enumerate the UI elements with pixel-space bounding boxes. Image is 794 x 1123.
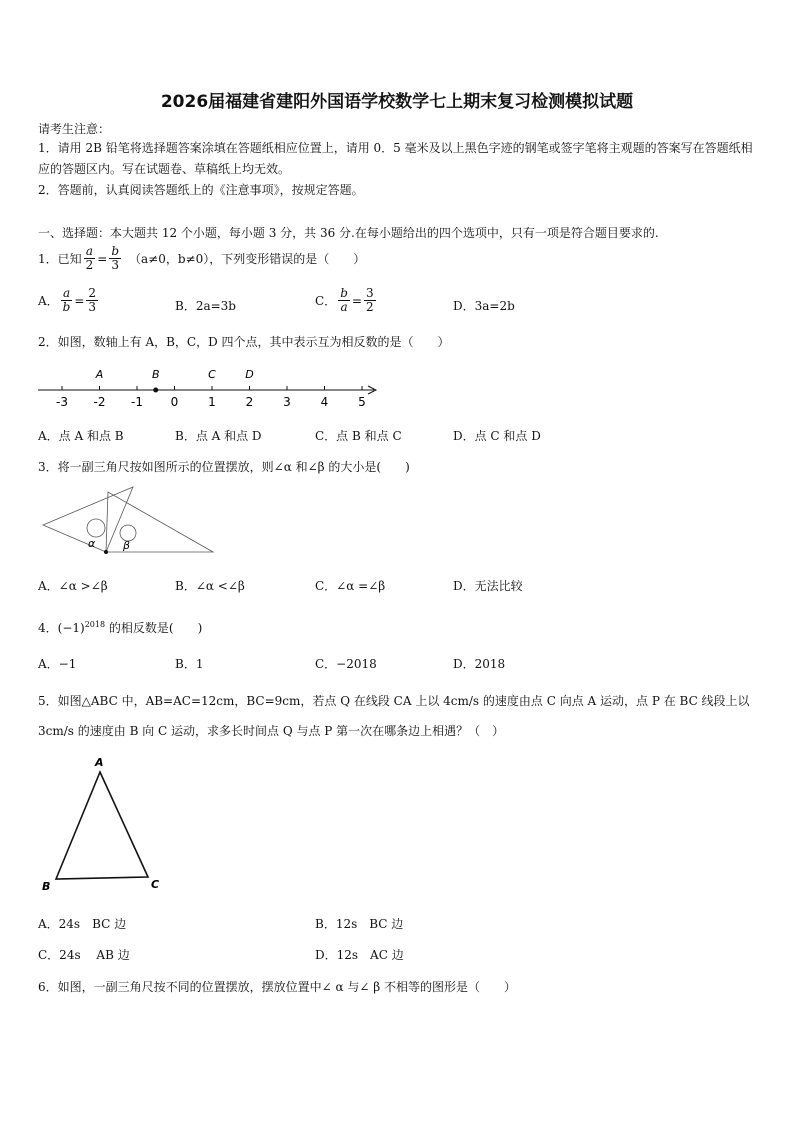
question-1-stem: 1．已知 $\frac{a}{2}$ = $\frac{b}{3}$ （a≠0，b≠0），下列变形错误的是（ ） [38, 244, 366, 272]
tick-label: 0 [170, 395, 179, 409]
triangle-rulers-figure [38, 485, 218, 560]
question-4-option-d: D．2018 [453, 657, 506, 671]
tick-label: -3 [56, 395, 68, 409]
notice-heading: 请考生注意： [38, 122, 111, 136]
question-3-option-b: B．∠α <∠β [175, 579, 245, 593]
question-5-option-a: A．24s BC 边 [38, 917, 127, 931]
vertex-a-label: A [95, 756, 104, 769]
question-4-stem: 4．$(-1)^{2018}$ 的相反数是( ) [38, 620, 203, 635]
question-4-option-c: C．−2018 [315, 657, 377, 671]
vertex-point [104, 550, 108, 554]
question-6-stem: 6．如图，一副三角尺按不同的位置摆放，摆放位置中∠ α 与∠ β 不相等的图形是（ ） [38, 980, 517, 994]
question-4-option-a: A．−1 [38, 657, 77, 671]
question-2-stem: 2．如图，数轴上有 A，B，C，D 四个点，其中表示互为相反数的是（ ） [38, 335, 450, 349]
point-label-c: C [208, 368, 216, 381]
question-2-option-d: D．点 C 和点 D [453, 429, 541, 443]
question-1-option-c: C． $\frac{b}{a}$ = $\frac{3}{2}$ [315, 286, 374, 314]
question-2-option-b: B．点 A 和点 D [175, 429, 262, 443]
question-5-option-b: B．12s BC 边 [315, 917, 404, 931]
question-4-option-b: B．1 [175, 657, 204, 671]
tick-label: 2 [245, 395, 254, 409]
vertex-c-label: C [151, 878, 160, 891]
question-1-option-a: A． $\frac{a}{b}$ = $\frac{2}{3}$ [38, 286, 97, 314]
fraction-a-over-2: $\frac{a}{2}$ [85, 244, 94, 272]
question-3-stem: 3．将一副三角尺按如图所示的位置摆放，则∠α 和∠β 的大小是( ) [38, 460, 410, 474]
question-3-option-a: A．∠α >∠β [38, 579, 108, 593]
ruler-hole-left [87, 519, 105, 537]
tick-label: 4 [320, 395, 329, 409]
tick-label: 3 [283, 395, 291, 409]
vertex-b-label: B [42, 880, 51, 893]
question-3-option-c: C．∠α =∠β [315, 579, 386, 593]
question-5-option-c: C．24s AB 边 [38, 948, 130, 962]
triangle-abc-figure [38, 752, 168, 897]
point-label-a: A [95, 368, 104, 381]
question-5-option-d: D．12s AC 边 [315, 948, 404, 962]
alpha-label: α [88, 537, 96, 550]
beta-label: β [123, 539, 131, 552]
question-1-option-d: D．3a=2b [453, 299, 515, 313]
point-b-dot [153, 388, 158, 393]
notice-item-1: 1．请用 2B 铅笔将选择题答案涂填在答题纸相应位置上，请用 0．5 毫米及以上黑色字迹的钢笔或签字笔将主观题的答案写在答题纸相应的答题区内。写在试题卷、草稿纸上均无效。 [38, 141, 753, 176]
section-heading: 一、选择题：本大题共 12 个小题，每小题 3 分，共 36 分.在每小题给出的四个选项中，只有一项是符合题目要求的. [38, 226, 659, 240]
notice-item-2: 2．答题前，认真阅读答题纸上的《注意事项》，按规定答题。 [38, 183, 364, 197]
tick-label: 5 [358, 395, 366, 409]
question-2-option-a: A．点 A 和点 B [38, 429, 124, 443]
question-3-option-d: D．无法比较 [453, 579, 523, 593]
question-5-stem: 5．如图△ABC 中，AB=AC=12cm，BC=9cm，若点 Q 在线段 CA 上以 4cm/s 的速度由点 C 向点 A 运动，点 P 在 BC 线段上以 3cm/s 的速度由 B 向 C 运动，求多长时间点 Q 与点 P 第一次在哪条边上相遇？（ ） [38, 694, 750, 738]
point-label-d: D [245, 368, 254, 381]
tick-label: -2 [93, 395, 106, 409]
question-2-option-c: C．点 B 和点 C [315, 429, 402, 443]
question-1-option-b: B．2a=3b [175, 299, 236, 313]
tick-label: -1 [131, 395, 143, 409]
page-title: 2026届福建省建阳外国语学校数学七上期末复习检测模拟试题 [160, 92, 634, 112]
triangle-abc [56, 772, 148, 879]
point-label-b: B [151, 368, 160, 381]
tick-label: 1 [208, 395, 216, 409]
number-line-figure [36, 360, 386, 412]
fraction-b-over-3: $\frac{b}{3}$ [111, 244, 120, 272]
